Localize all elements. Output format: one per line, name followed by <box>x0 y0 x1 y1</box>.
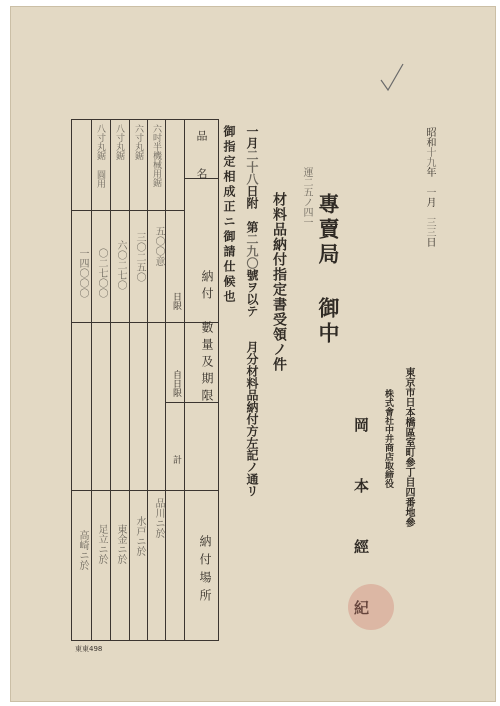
sender-company: 株式會社中井商店取締役 <box>383 389 393 488</box>
row-place: 足立ニ於 <box>96 524 107 564</box>
header-total: 計 <box>171 455 181 464</box>
body-line-1: 一月二十八日附 第二九〇號ヲ以テ 月分材料品納付方左記ノ通リ <box>245 125 259 497</box>
row-place: 高崎ニ於 <box>77 530 88 570</box>
document-sheet <box>10 6 496 702</box>
company-seal <box>348 584 394 630</box>
row-item: 六寸丸鋸 <box>133 124 143 160</box>
row-item: 六吋半機械用鋸 <box>151 124 161 187</box>
row-place: 品川ニ於 <box>153 498 164 538</box>
row-quantity: 六〇二七〇 <box>115 240 126 290</box>
delivery-table <box>71 119 219 641</box>
row-quantity: 三〇二五〇 <box>134 232 145 282</box>
recipient-handwritten-note: 運二五ノ四一 <box>301 167 312 227</box>
header-item: 品 名 <box>195 130 208 187</box>
date-line: 昭和十九年 一月 三三日 <box>424 127 435 247</box>
check-mark-icon <box>379 62 405 94</box>
form-code: 東東498 <box>75 645 103 653</box>
header-deadline: 日限 <box>171 292 181 310</box>
row-quantity: 五〇〇意 <box>153 226 164 266</box>
recipient: 專賣局 御中 <box>316 193 341 347</box>
row-place: 水戸ニ於 <box>134 516 145 556</box>
row-item: 八寸丸鋸 圓用 <box>95 124 105 188</box>
sender-name: 岡 本 經 紀 <box>352 417 370 629</box>
row-quantity: 〇二七〇〇 <box>96 248 107 298</box>
header-place: 納付場所 <box>198 535 212 607</box>
row-place: 東金ニ於 <box>115 524 126 564</box>
sender-address: 東京市日本橋區室町參丁目四番地參 <box>403 367 414 527</box>
row-item: 八寸丸鋸 <box>114 124 124 160</box>
header-period: 自日限 <box>171 370 181 397</box>
body-line-2: 御指定相成正ニ御請仕候也 <box>222 125 236 305</box>
header-quantity: 納付 數量及期限 <box>200 270 214 406</box>
row-quantity: 一四〇〇〇 <box>77 248 88 298</box>
subject: 材料品納付指定書受領ノ件 <box>271 192 287 372</box>
